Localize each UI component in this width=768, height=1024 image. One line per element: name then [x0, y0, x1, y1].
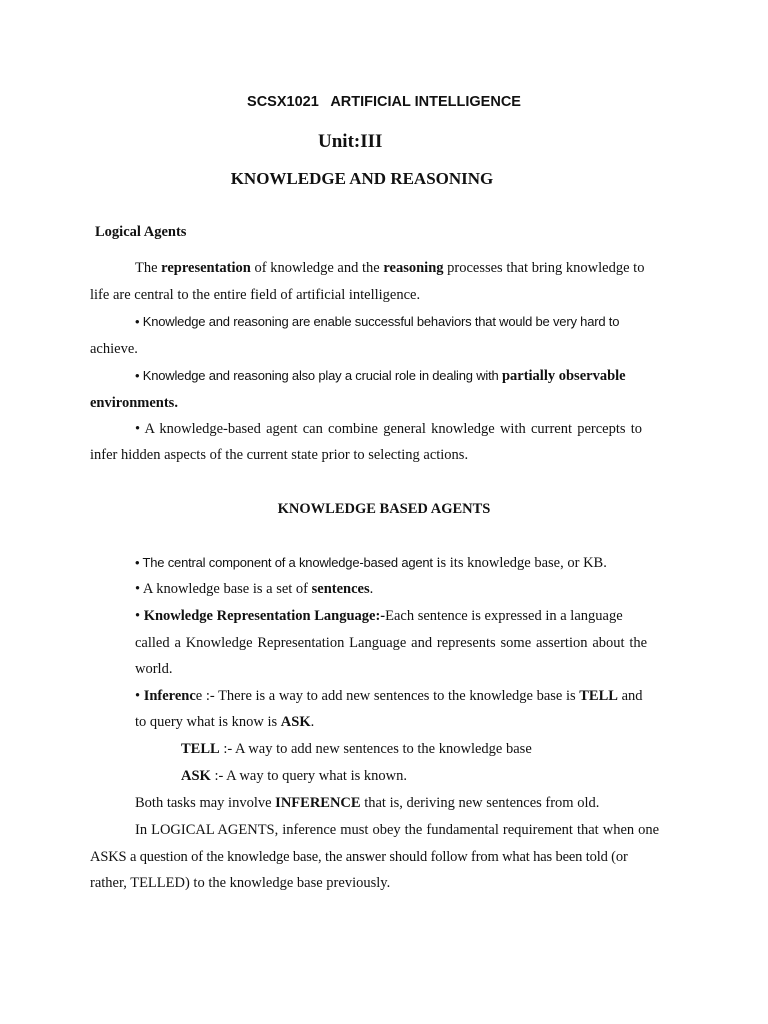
section-heading-logical-agents: Logical Agents: [95, 224, 187, 240]
list-item: [135, 607, 678, 625]
text-run: • Knowledge Representation Language:-Each sentence is expressed in a language: [135, 608, 623, 624]
list-item-line: world.: [135, 661, 173, 677]
paragraph-line: rather, TELLED) to the knowledge base previously.: [90, 875, 391, 891]
paragraph-line: life are central to the entire field of artificial intelligence.: [90, 287, 421, 303]
bullet-line: • Knowledge and reasoning are enable successful behaviors that would be very hard to: [135, 314, 620, 329]
list-item: • A knowledge base is a set of sentences.: [135, 581, 374, 597]
course-title: SCSX1021 ARTIFICIAL INTELLIGENCE: [247, 94, 521, 110]
bullet-line: environments.: [90, 395, 178, 411]
bullet-line: [135, 367, 678, 385]
paragraph-line: Both tasks may involve INFERENCE that is, deriving new sentences from old.: [135, 795, 600, 811]
bullet-line: infer hidden aspects of the current state prior to selecting actions.: [90, 447, 469, 463]
paragraph-line: [135, 259, 678, 277]
section-heading-kb-agents: KNOWLEDGE BASED AGENTS: [277, 501, 491, 517]
bullet-line: achieve.: [90, 341, 138, 357]
paragraph-line: ASKS a question of the knowledge base, the answer should follow from what has been told (or: [90, 849, 628, 865]
unit-title: Unit:III: [318, 131, 383, 152]
text-run: • Knowledge and reasoning also play a crucial role in dealing with partially observable: [135, 368, 626, 384]
ask-definition: ASK :- A way to query what is known.: [181, 768, 407, 784]
chapter-title: KNOWLEDGE AND REASONING: [230, 169, 494, 188]
bullet-line: • A knowledge-based agent can combine general knowledge with current percepts to: [135, 421, 643, 437]
list-item-line: called a Knowledge Representation Language and represents some assertion about the: [135, 635, 648, 651]
paragraph-line: In LOGICAL AGENTS, inference must obey the fundamental requirement that when one: [135, 822, 660, 838]
list-item: • The central component of a knowledge-based agent is its knowledge base, or KB.: [135, 555, 607, 571]
tell-definition: TELL :- A way to add new sentences to the knowledge base: [181, 741, 532, 757]
list-item: • Inference :- There is a way to add new sentences to the knowledge base is TELL and: [135, 688, 643, 704]
list-item-line: to query what is know is ASK.: [135, 714, 315, 730]
text-run: The representation of knowledge and the reasoning processes that bring knowledge to: [135, 260, 645, 276]
